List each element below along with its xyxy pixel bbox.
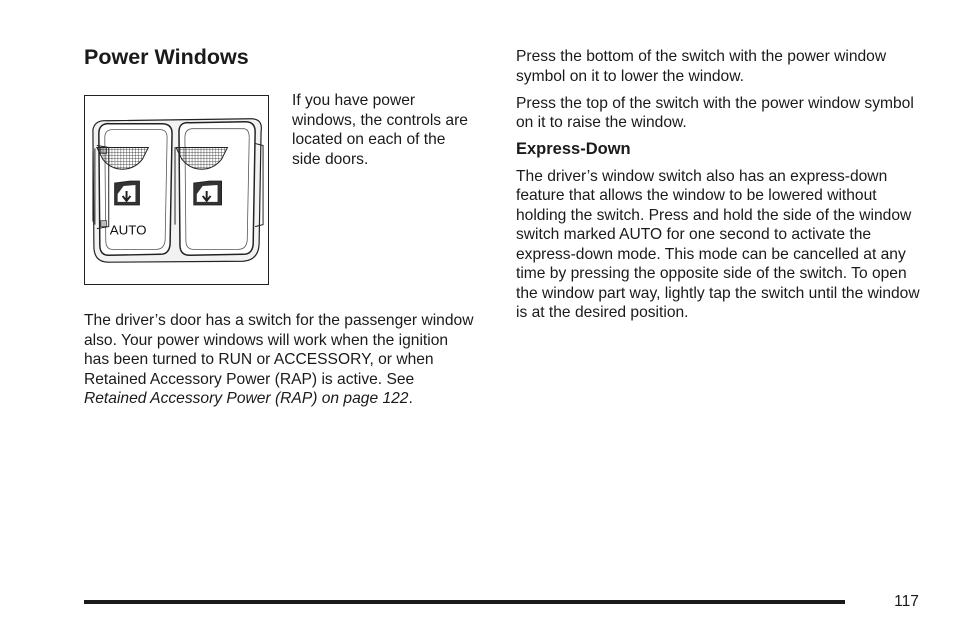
cross-reference: Retained Accessory Power (RAP) on page 122 xyxy=(84,390,409,407)
page-title: Power Windows xyxy=(84,45,249,69)
express-down-heading: Express-Down xyxy=(516,140,631,158)
lower-window-paragraph: Press the bottom of the switch with the power window symbol on it to lower the window. xyxy=(516,48,887,85)
driver-switch xyxy=(93,124,172,256)
window-down-icon xyxy=(194,181,222,205)
raise-window-paragraph: Press the top of the switch with the power window symbol on it to raise the window. xyxy=(516,94,914,131)
passenger-window-paragraph xyxy=(84,311,474,409)
page-number: 117 xyxy=(894,593,919,610)
auto-label: AUTO xyxy=(109,222,147,238)
window-down-icon xyxy=(115,181,140,205)
express-down-paragraph: The driver’s window switch also has an express-down feature that allows the window to be lowered without holding the switch. Press and hold the side of the window switch marked AUTO for one second to activate the express-down mode. This mode can be cancelled at any time by pressing the opposite side of the switch. To open the window part way, lightly tap the switch until the window is at the desired position. xyxy=(516,167,920,321)
paragraph-end: . xyxy=(408,390,413,407)
power-window-switch-illustration xyxy=(84,95,269,285)
paragraph-text: The driver’s door has a switch for the passenger window also. Your power windows will work when the ignition has been turned to RUN or ACCESSORY, or when Retained Accessory Power (RAP) is active. See xyxy=(84,312,474,388)
passenger-switch xyxy=(175,122,263,256)
figure-caption: If you have power windows, the controls are located on each of the side doors. xyxy=(292,92,468,168)
right-column xyxy=(516,47,926,330)
footer-rule xyxy=(84,600,845,604)
